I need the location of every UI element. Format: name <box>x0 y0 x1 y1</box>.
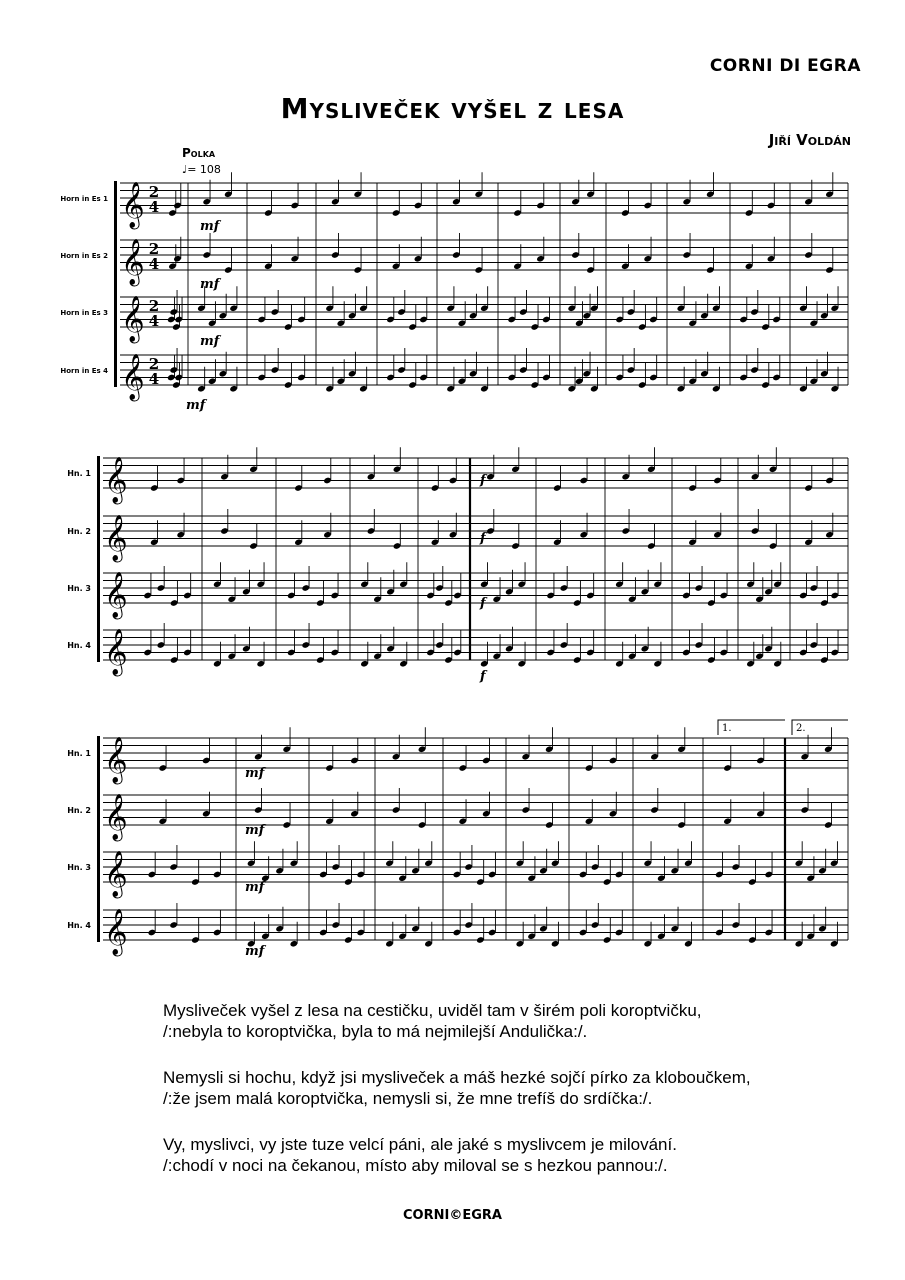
tempo-marking: ♩= 108 <box>182 163 221 176</box>
stanza <box>163 1134 863 1176</box>
time-signature-bottom: 4 <box>148 312 160 330</box>
time-signature-top: 2 <box>148 297 160 315</box>
dynamic-marking: mf <box>200 334 220 349</box>
time-signature-top: 2 <box>148 240 160 258</box>
dynamic-marking: f <box>480 473 486 488</box>
dynamic-marking: mf <box>200 219 220 234</box>
treble-clef-icon: 𝄞 <box>104 737 128 783</box>
treble-clef-icon: 𝄞 <box>121 354 145 400</box>
time-signature-top: 2 <box>148 183 160 201</box>
treble-clef-icon: 𝄞 <box>104 909 128 955</box>
part-label: Horn in Es 4 <box>60 367 108 375</box>
treble-clef-icon: 𝄞 <box>121 182 145 228</box>
footer-copyright: CORNI©EGRA <box>403 1208 502 1223</box>
lyric-line: Nemysli si hochu, když jsi mysliveček a máš hezké sojčí pírko za kloboučkem, <box>163 1068 751 1087</box>
style-marking: Polka <box>182 146 216 160</box>
treble-clef-icon: 𝄞 <box>104 851 128 897</box>
lyric-line: /:nebyla to koroptvička, byla to má nejmilejší Andulička:/. <box>163 1022 588 1041</box>
system-bracket <box>97 736 100 942</box>
composer: Jiří Voldán <box>768 131 851 149</box>
dynamic-marking: mf <box>245 880 265 895</box>
treble-clef-icon: 𝄞 <box>121 296 145 342</box>
dynamic-marking: f <box>480 531 486 546</box>
publisher: CORNI DI EGRA <box>709 56 861 76</box>
part-label: Hn. 1 <box>67 469 91 478</box>
part-label: Hn. 4 <box>67 921 91 930</box>
lyrics <box>163 1000 863 1201</box>
lyric-line: /:chodí v noci na čekanou, místo aby miloval se s hezkou pannou:/. <box>163 1156 668 1175</box>
stanza <box>163 1000 863 1042</box>
dynamic-marking: f <box>480 596 486 611</box>
dynamic-marking: mf <box>200 277 220 292</box>
part-label: Hn. 2 <box>67 527 91 536</box>
volta-label: 1. <box>722 723 732 734</box>
time-signature-bottom: 4 <box>148 198 160 216</box>
part-label: Hn. 2 <box>67 806 91 815</box>
lyric-line: Vy, myslivci, vy jste tuze velcí páni, ale jaké s myslivcem je milování. <box>163 1135 677 1154</box>
dynamic-marking: f <box>480 669 486 684</box>
part-label: Hn. 1 <box>67 749 91 758</box>
stanza <box>163 1067 863 1109</box>
part-label: Hn. 4 <box>67 641 91 650</box>
dynamic-marking: mf <box>245 944 265 959</box>
treble-clef-icon: 𝄞 <box>104 572 128 618</box>
treble-clef-icon: 𝄞 <box>121 239 145 285</box>
treble-clef-icon: 𝄞 <box>104 794 128 840</box>
volta-label: 2. <box>796 723 806 734</box>
part-label: Hn. 3 <box>67 863 91 872</box>
time-signature-top: 2 <box>148 355 160 373</box>
treble-clef-icon: 𝄞 <box>104 629 128 675</box>
time-signature-bottom: 4 <box>148 370 160 388</box>
part-label: Hn. 3 <box>67 584 91 593</box>
part-label: Horn in Es 2 <box>60 252 108 260</box>
treble-clef-icon: 𝄞 <box>104 515 128 561</box>
system-bracket <box>97 456 100 662</box>
lyric-line: /:že jsem malá koroptvička, nemysli si, že mne trefíš do srdíčka:/. <box>163 1089 653 1108</box>
part-label: Horn in Es 3 <box>60 309 108 317</box>
dynamic-marking: mf <box>186 398 206 413</box>
dynamic-marking: mf <box>245 823 265 838</box>
dynamic-marking: mf <box>245 766 265 781</box>
lyric-line: Mysliveček vyšel z lesa na cestičku, uviděl tam v širém poli koroptvičku, <box>163 1001 702 1020</box>
treble-clef-icon: 𝄞 <box>104 457 128 503</box>
system-bracket <box>114 181 117 387</box>
part-label: Horn in Es 1 <box>60 195 108 203</box>
time-signature-bottom: 4 <box>148 255 160 273</box>
piece-title: Mysliveček vyšel z lesa <box>280 92 625 125</box>
